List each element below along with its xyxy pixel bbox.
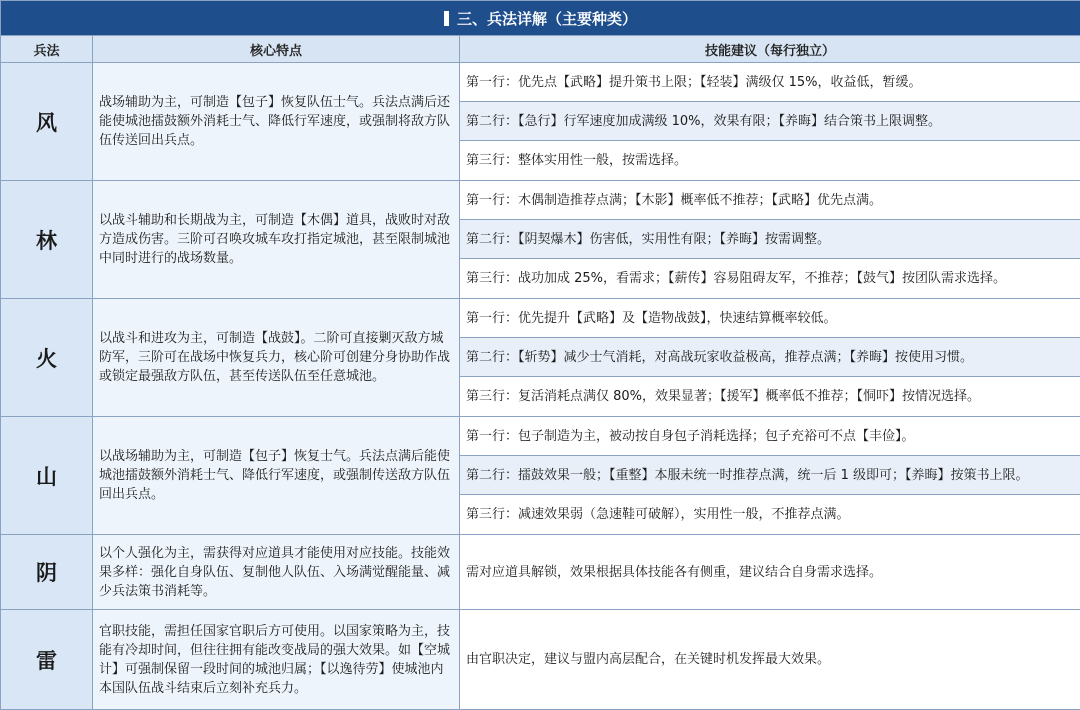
table-row	[1, 63, 1080, 102]
row-desc: 以个人强化为主，需获得对应道具才能使用对应技能。技能效果多样：强化自身队伍、复制他人队伍、入场满觉醒能量、减少兵法策书消耗等。	[93, 535, 460, 610]
header-bingfa: 兵法	[1, 36, 93, 63]
table-row	[1, 417, 1080, 456]
row-name: 雷	[1, 610, 93, 710]
tip-cell: 第三行：战功加成 25%，看需求；【薪传】容易阻碍友军，不推荐；【鼓气】按团队需求选择。	[460, 259, 1080, 299]
row-desc: 以战斗辅助和长期战为主，可制造【木偶】道具，战败时对敌方造成伤害。三阶可召唤攻城车攻打指定城池，甚至限制城池中同时进行的战场数量。	[93, 181, 460, 299]
tip-cell: 需对应道具解锁，效果根据具体技能各有侧重，建议结合自身需求选择。	[460, 535, 1080, 610]
row-name: 山	[1, 417, 93, 535]
row-desc: 以战斗和进攻为主，可制造【战鼓】。二阶可直接剿灭敌方城防军，三阶可在战场中恢复兵力，核心阶可创建分身协助作战或锁定最强敌方队伍，甚至传送队伍至任意城池。	[93, 299, 460, 417]
tip-cell: 第二行：【阴契爆木】伤害低，实用性有限；【养晦】按需调整。	[460, 220, 1080, 259]
tip-cell: 第一行：优先点【武略】提升策书上限；【轻装】满级仅 15%，收益低，暂缓。	[460, 63, 1080, 102]
row-desc: 战场辅助为主，可制造【包子】恢复队伍士气。兵法点满后还能使城池擂鼓额外消耗士气、降低行军速度，或强制将敌方队伍传送回出兵点。	[93, 63, 460, 181]
tip-cell: 由官职决定，建议与盟内高层配合，在关键时机发挥最大效果。	[460, 610, 1080, 710]
table-row	[1, 181, 1080, 220]
tip-cell: 第三行：减速效果弱（急速鞋可破解），实用性一般，不推荐点满。	[460, 495, 1080, 535]
row-desc: 以战场辅助为主，可制造【包子】恢复士气。兵法点满后能使城池擂鼓额外消耗士气、降低行军速度，或强制传送敌方队伍回出兵点。	[93, 417, 460, 535]
tip-cell: 第二行：【斩势】减少士气消耗，对高战玩家收益极高，推荐点满；【养晦】按使用习惯。	[460, 338, 1080, 377]
tip-cell: 第二行：擂鼓效果一般；【重整】本服未统一时推荐点满，统一后 1 级即可；【养晦】按策书上限。	[460, 456, 1080, 495]
table-row	[1, 299, 1080, 338]
header-row	[1, 36, 1080, 63]
tip-cell: 第三行：复活消耗点满仅 80%，效果显著；【援军】概率低不推荐；【恫吓】按情况选择。	[460, 377, 1080, 417]
table-row	[1, 535, 1080, 610]
header-tips: 技能建议（每行独立）	[460, 36, 1080, 63]
title-bar-icon	[444, 11, 449, 26]
row-desc: 官职技能，需担任国家官职后方可使用。以国家策略为主，技能有冷却时间，但往往拥有能改变战局的强大效果。如【空城计】可强制保留一段时间的城池归属；【以逸待劳】使城池内本国队伍战斗结束后立刻补充兵力。	[93, 610, 460, 710]
tip-cell: 第三行：整体实用性一般，按需选择。	[460, 141, 1080, 181]
row-name: 火	[1, 299, 93, 417]
tip-cell: 第一行：木偶制造推荐点满；【木影】概率低不推荐；【武略】优先点满。	[460, 181, 1080, 220]
row-name: 林	[1, 181, 93, 299]
header-core: 核心特点	[93, 36, 460, 63]
table-row	[1, 610, 1080, 710]
row-name: 风	[1, 63, 93, 181]
tip-cell: 第一行：优先提升【武略】及【造物战鼓】，快速结算概率较低。	[460, 299, 1080, 338]
row-name: 阴	[1, 535, 93, 610]
tip-cell: 第二行：【急行】行军速度加成满级 10%，效果有限；【养晦】结合策书上限调整。	[460, 102, 1080, 141]
table-title-text: 三、兵法详解（主要种类）	[457, 10, 637, 28]
tip-cell: 第一行：包子制造为主，被动按自身包子消耗选择；包子充裕可不点【丰俭】。	[460, 417, 1080, 456]
table-title	[1, 1, 1080, 36]
